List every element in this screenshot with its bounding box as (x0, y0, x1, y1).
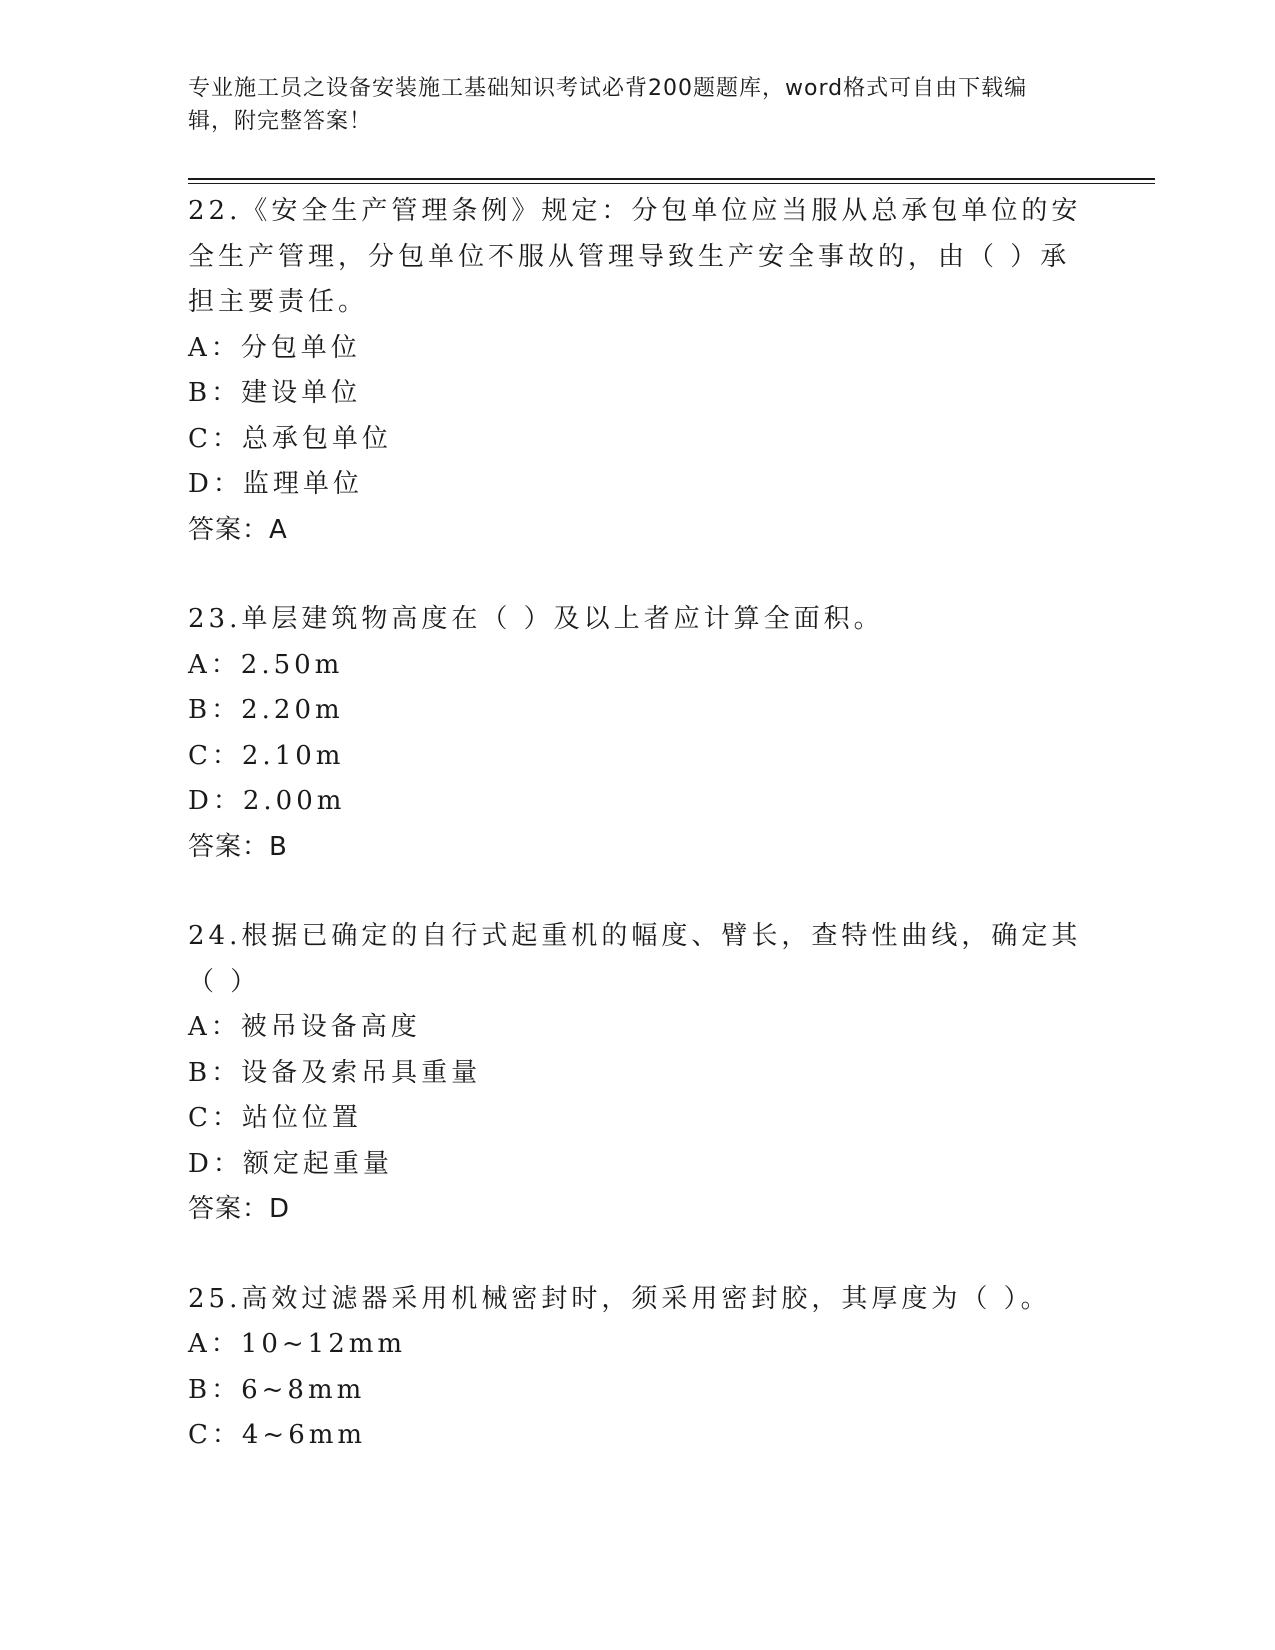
option-a: A：10~12mm (188, 1329, 407, 1359)
option-b: B：6~8mm (188, 1374, 366, 1405)
answer: 答案：A (188, 514, 288, 545)
question-stem: 25.高效过滤器采用机械密封时，须采用密封胶，其厚度为（ ）。 (188, 1283, 1051, 1314)
option-c: C：2.10m (188, 740, 345, 771)
option-c: C：站位位置 (188, 1103, 362, 1133)
question-23 (188, 597, 1088, 870)
answer: 答案：B (188, 831, 288, 862)
option-d: D：额定起重量 (188, 1148, 393, 1179)
option-b: B：建设单位 (188, 378, 362, 408)
question-stem: 23.单层建筑物高度在（ ）及以上者应计算全面积。 (188, 604, 884, 634)
document-header: 专业施工员之设备安装施工基础知识考试必背200题题库，word格式可自由下载编辑，附完整答案！ (188, 76, 1028, 134)
option-a: A：2.50m (188, 649, 344, 680)
question-stem: 24.根据已确定的自行式起重机的幅度、臂长，查特性曲线，确定其（ ） (188, 921, 1082, 997)
option-a: A：被吊设备高度 (188, 1012, 421, 1042)
header-divider-thick (188, 178, 1155, 180)
answer: 答案：D (188, 1194, 291, 1224)
question-25 (188, 1277, 1088, 1459)
option-d: D：2.00m (188, 786, 346, 816)
option-b: B：设备及索吊具重量 (188, 1057, 482, 1088)
option-c: C：4~6mm (188, 1420, 367, 1450)
option-b: B：2.20m (188, 695, 344, 725)
option-d: D：监理单位 (188, 469, 363, 499)
header-divider-thin (188, 183, 1155, 184)
question-stem: 22.《安全生产管理条例》规定：分包单位应当服从总承包单位的安全生产管理，分包单位不服从管理导致生产安全事故的，由（ ）承担主要责任。 (188, 196, 1082, 317)
question-list (188, 189, 1088, 1503)
option-a: A：分包单位 (188, 332, 361, 363)
option-c: C：总承包单位 (188, 423, 392, 454)
question-24 (188, 914, 1088, 1233)
question-22 (188, 189, 1088, 553)
